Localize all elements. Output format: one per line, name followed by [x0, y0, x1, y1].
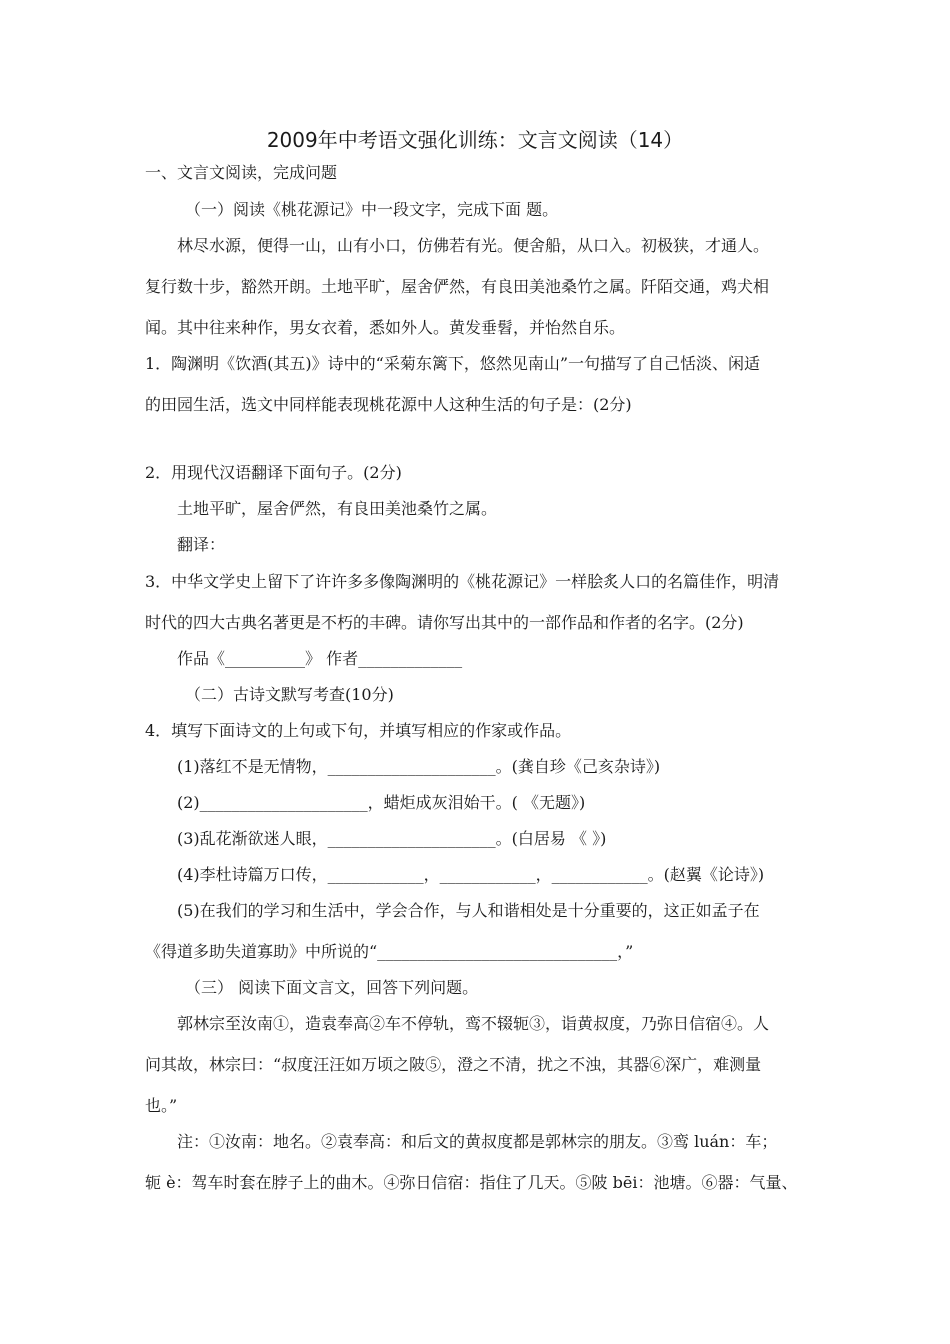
passage-line: 问其故，林宗曰：“叔度汪汪如万顷之陂⑤，澄之不清，扰之不浊，其器⑥深广，难测量 [145, 1055, 762, 1074]
question-1: 1．陶渊明《饮酒(其五)》诗中的“采菊东篱下，悠然见南山”一句描写了自己恬淡、闲适 [145, 354, 761, 373]
fill-item-5: (5)在我们的学习和生活中，学会合作，与人和谐相处是十分重要的，这正如孟子在 [177, 901, 760, 920]
question-2: 2．用现代汉语翻译下面句子。(2分) [145, 463, 402, 482]
question-2-sentence: 土地平旷，屋舍俨然，有良田美池桑竹之属。 [177, 499, 498, 518]
subsection-heading: （一）阅读《桃花源记》中一段文字，完成下面 题。 [185, 200, 559, 219]
subsection-heading: （三） 阅读下面文言文，回答下列问题。 [185, 978, 479, 997]
notes-line: 注：①汝南：地名。②袁奉高：和后文的黄叔度都是郭林宗的朋友。③鸾 luán：车； [177, 1132, 778, 1151]
passage-line: 复行数十步，豁然开朗。土地平旷，屋舍俨然，有良田美池桑竹之属。阡陌交通，鸡犬相 [145, 277, 770, 296]
fill-item-2: (2)_____________________，蜡炬成灰泪始干。( 《无题》) [177, 793, 586, 812]
subsection-heading: （二）古诗文默写考查(10分) [185, 685, 394, 704]
passage-line: 林尽水源，便得一山，山有小口，仿佛若有光。便舍船，从口入。初极狭，才通人。 [177, 236, 770, 255]
fill-item-3: (3)乱花渐欲迷人眼，_____________________。(白居易 《 》) [177, 829, 607, 848]
question-1-cont: 的田园生活，选文中同样能表现桃花源中人这种生活的句子是：(2分) [145, 395, 632, 414]
translation-label: 翻译： [177, 535, 226, 554]
question-3-cont: 时代的四大古典名著更是不朽的丰碑。请你写出其中的一部作品和作者的名字。(2分) [145, 613, 744, 632]
fill-item-4: (4)李杜诗篇万口传，____________，____________，____________。(赵翼《论诗》) [177, 865, 765, 884]
passage-line: 郭林宗至汝南①，造袁奉高②车不停轨，鸾不辍轭③，诣黄叔度，乃弥日信宿④。人 [177, 1014, 770, 1033]
fill-item-1: (1)落红不是无情物，_____________________。(龚自珍《己亥杂诗》) [177, 757, 661, 776]
passage-line: 也。” [145, 1096, 178, 1115]
question-3: 3．中华文学史上留下了许许多多像陶渊明的《桃花源记》一样脍炙人口的名篇佳作，明清 [145, 572, 780, 591]
question-4: 4．填写下面诗文的上句或下句，并填写相应的作家或作品。 [145, 721, 572, 740]
passage-line: 闻。其中往来种作，男女衣着，悉如外人。黄发垂髫，并怡然自乐。 [145, 318, 626, 337]
work-author-blank: 作品《__________》 作者_____________ [177, 649, 463, 668]
notes-line: 轭 è：驾车时套在脖子上的曲木。④弥日信宿：指住了几天。⑤陂 bēi：池塘。⑥器：气量、 [145, 1173, 798, 1192]
fill-item-5-cont: 《得道多助失道寡助》中所说的“______________________________，” [145, 942, 634, 961]
page-title: 2009年中考语文强化训练：文言文阅读（14） [266, 128, 684, 152]
section-heading: 一、文言文阅读，完成问题 [145, 163, 338, 182]
